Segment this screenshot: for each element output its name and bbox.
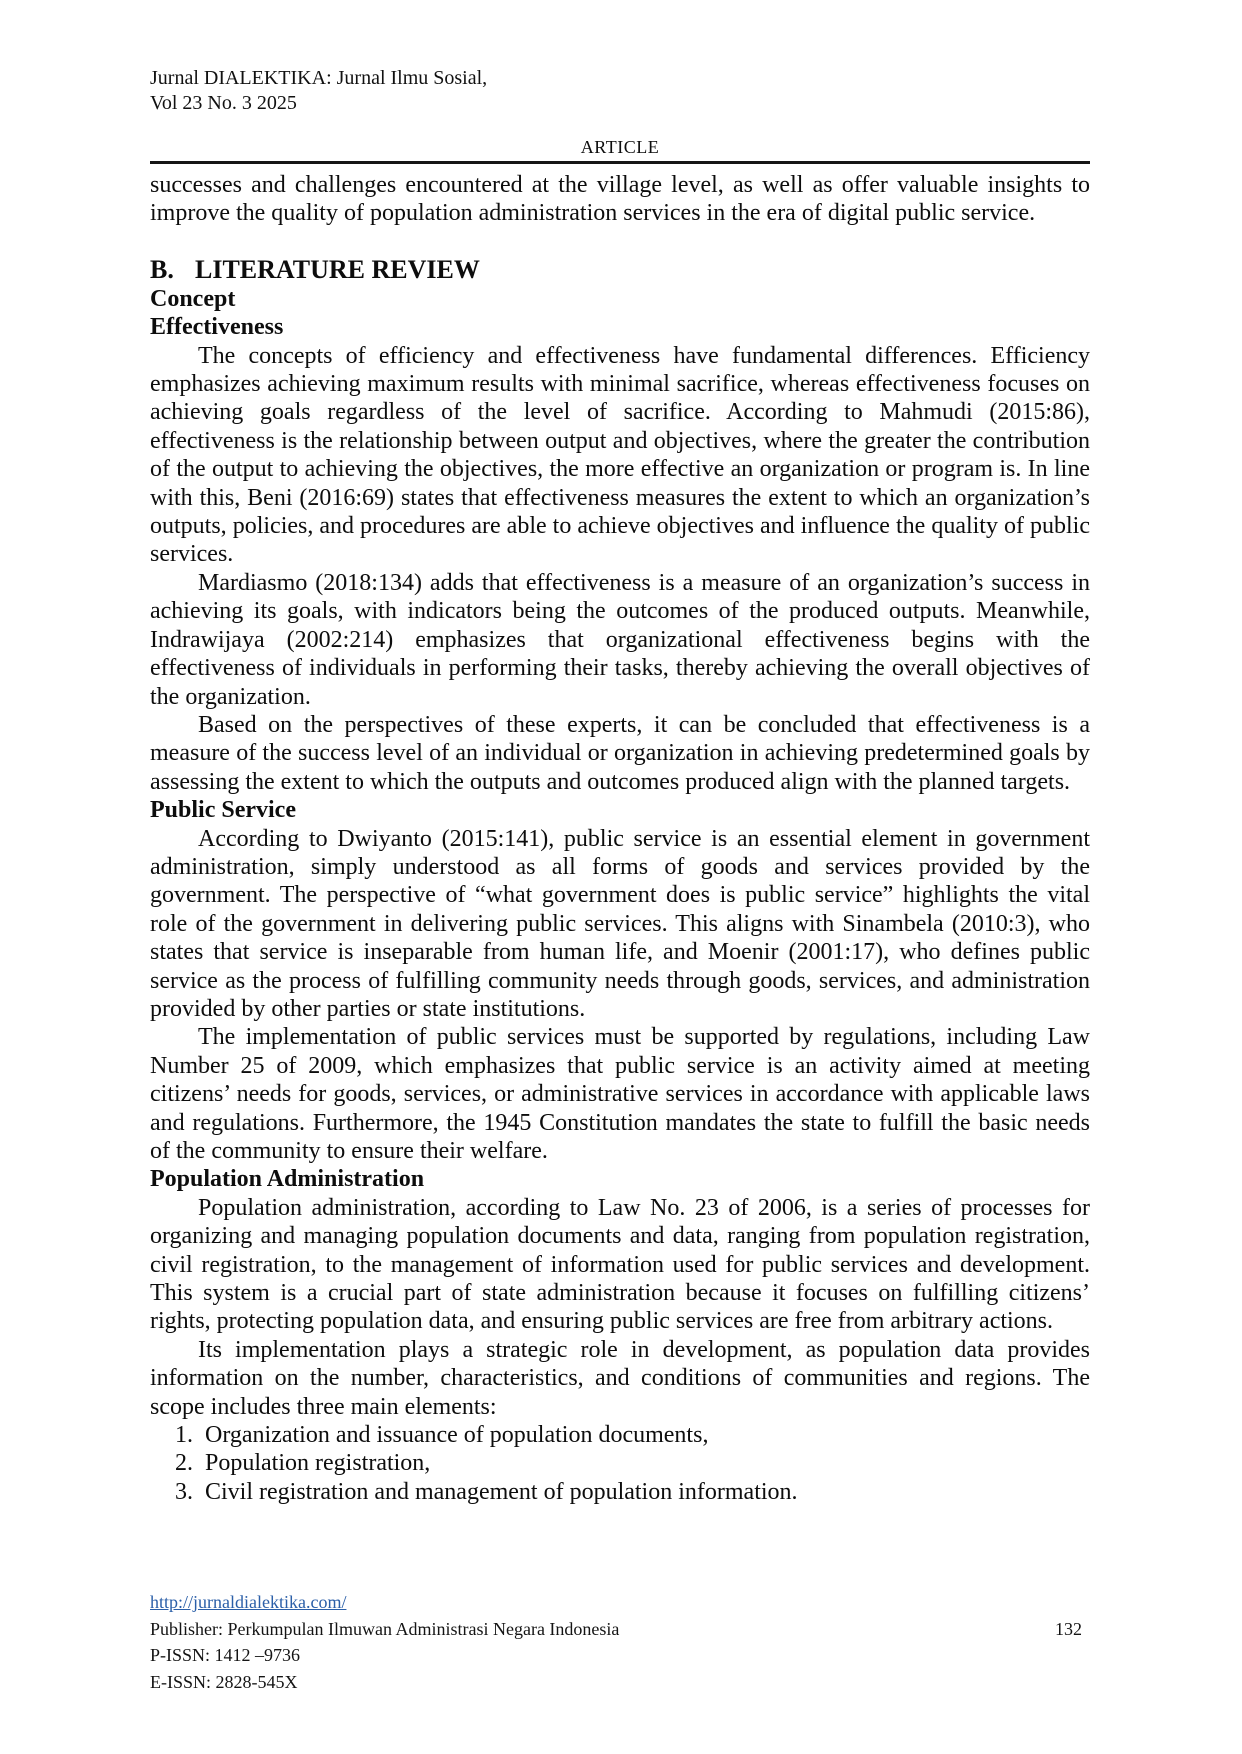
subheading-concept: Concept — [150, 285, 236, 312]
list-item-number: 1. — [175, 1422, 193, 1449]
list-item — [150, 1449, 1090, 1477]
paragraph: Its implementation plays a strategic role in development, as population data provides information on the number, characteristics, and conditions of communities and regions. The scope includes three main elements: — [150, 1336, 1090, 1420]
paragraph: The concepts of efficiency and effectiveness have fundamental differences. Efficiency emphasizes achieving maximum results with minimal sacrifice, whereas effectiveness focuses on achieving goals regardless of the level of sacrifice. According to Mahmudi (2015:86), effectiveness is the relationship between output and objectives, where the greater the contribution of the output to achieving the objectives, the more effective an organization or program is. In line with this, Beni (2016:69) states that effectiveness measures the extent to which an organization’s outputs, policies, and procedures are able to achieve objectives and influence the quality of public services. — [150, 342, 1090, 568]
list-item-text: Organization and issuance of population documents, — [205, 1422, 709, 1449]
list-item-text: Civil registration and management of population information. — [205, 1478, 798, 1505]
list-item — [150, 1421, 1090, 1449]
paragraph: Population administration, according to Law No. 23 of 2006, is a series of processes for organizing and managing population documents and data, ranging from population registration, civil registration, to the management of information used for public services and development. This system is a crucial part of state administration because it focuses on fulfilling citizens’ rights, protecting population data, and ensuring public services are free from arbitrary actions. — [150, 1194, 1090, 1335]
topic-population-administration — [150, 1165, 1090, 1506]
section-title: LITERATURE REVIEW — [195, 254, 480, 284]
article-type-label: ARTICLE — [580, 137, 660, 157]
list-item-number: 3. — [175, 1478, 193, 1505]
journal-url-link[interactable]: http://jurnaldialektika.com/ — [150, 1592, 347, 1612]
continued-paragraph: successes and challenges encountered at the village level, as well as offer valuable insights to improve the quality of population administration services in the era of digital public service. — [150, 172, 1090, 227]
subheading-public-service: Public Service — [150, 797, 296, 824]
footer-publisher-line — [150, 1616, 1090, 1643]
publisher-text: Publisher: Perkumpulan Ilmuwan Administrasi Negara Indonesia — [150, 1618, 620, 1639]
header-rule — [150, 161, 1090, 164]
list-item — [150, 1478, 1090, 1506]
topic-effectiveness — [150, 313, 1090, 796]
paragraph: Mardiasmo (2018:134) adds that effectiveness is a measure of an organization’s success in achieving its goals, with indicators being the outcomes of the produced outputs. Meanwhile, Indrawijaya (2002:214) emphasizes that organizational effectiveness begins with the effectiveness of individuals in performing their tasks, thereby achieving the overall objectives of the organization. — [150, 569, 1090, 710]
list-item-number: 2. — [175, 1450, 193, 1477]
journal-title: Jurnal DIALEKTIKA: Jurnal Ilmu Sosial, — [150, 67, 488, 89]
e-issn-text: E-ISSN: 2828-545X — [150, 1671, 298, 1692]
paragraph: The implementation of public services must be supported by regulations, including Law Number 25 of 2009, which emphasizes that public service is an activity aimed at meeting citizens’ needs for goods, services, or administrative services in accordance with applicable laws and regulations. Furthermore, the 1945 Constitution mandates the state to fulfill the basic needs of the community to ensure their welfare. — [150, 1024, 1090, 1164]
section-heading-literature-review — [150, 255, 1090, 285]
footer-url-line — [150, 1589, 1090, 1616]
paragraph: According to Dwiyanto (2015:141), public service is an essential element in government administration, simply understood as all forms of goods and services provided by the government. The perspective of “what government does is public service” highlights the vital role of the government in delivering public services. This aligns with Sinambela (2010:3), who states that service is inseparable from human life, and Moenir (2001:17), who defines public service as the process of fulfilling community needs through goods, services, and administration provided by other parties or state institutions. — [150, 825, 1090, 1022]
page-footer — [150, 1589, 1090, 1695]
p-issn-text: P-ISSN: 1412 –9736 — [150, 1645, 301, 1665]
topic-public-service — [150, 796, 1090, 1165]
subheading-effectiveness: Effectiveness — [150, 314, 284, 341]
journal-volume-info: Vol 23 No. 3 2025 — [150, 92, 297, 114]
subheading-population-administration: Population Administration — [150, 1166, 425, 1193]
page-number: 132 — [1055, 1618, 1082, 1639]
section-number: B. — [150, 254, 174, 284]
list-item-text: Population registration, — [205, 1450, 431, 1477]
article-body — [150, 171, 1090, 1506]
paragraph: Based on the perspectives of these experts, it can be concluded that effectiveness is a measure of the success level of an individual or organization in achieving predetermined goals by assessing the extent to which the outputs and outcomes produced align with the planned targets. — [150, 711, 1090, 795]
page-content — [150, 66, 1090, 1506]
page-header — [150, 66, 1090, 116]
